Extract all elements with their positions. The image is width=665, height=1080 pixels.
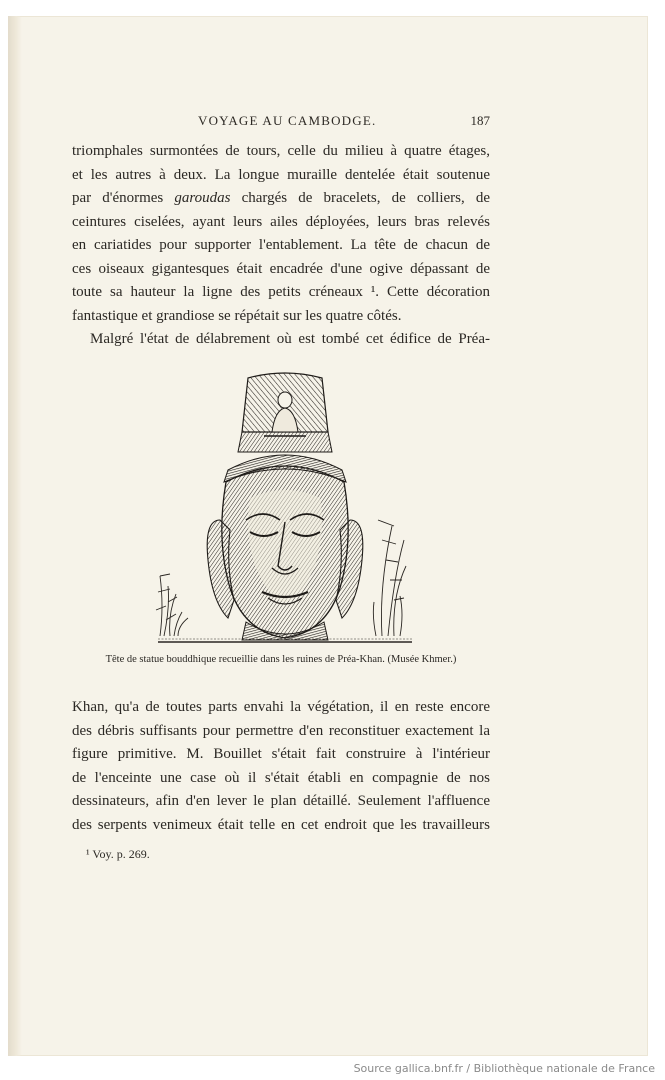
text-line: triomphales surmontées de tours, celle du milieu à quatre étages, (72, 143, 490, 159)
footnote: ¹ Voy. p. 269. (86, 847, 150, 861)
text-line: de l'enceinte une case où il s'était établi en compagnie de nos (72, 769, 490, 786)
text-line: et les autres à deux. La longue muraille dentelée était soutenue (72, 166, 490, 183)
text-line: dessinateurs, afin d'en lever le plan détaillé. Seulement l'affluence (72, 793, 490, 809)
italic-word: garoudas (174, 190, 231, 206)
body-text-top (72, 140, 490, 352)
text-fragment: chargés de bracelets, de colliers, de (230, 190, 490, 206)
figure-caption: Tête de statue bouddhique recueillie dans les ruines de Préa-Khan. (Musée Khmer.) (105, 654, 457, 665)
text-line: toute sa hauteur la ligne des petits créneaux ¹. Cette décoration (72, 284, 490, 300)
engraving-buddha-head (150, 370, 420, 650)
text-line: fantastique et grandiose se répétait sur les quatre côtés. (72, 307, 402, 324)
text-line-garoudas (72, 187, 490, 211)
text-line: ceintures ciselées, ayant leurs ailes déployées, leurs bras relevés (72, 213, 490, 230)
page-gutter-shadow (8, 16, 22, 1056)
text-line: en cariatides pour supporter l'entablement. La tête de chacun de (72, 237, 490, 253)
text-line: Malgré l'état de délabrement où est tombé cet édifice de Préa- (90, 331, 490, 347)
source-attribution: Source gallica.bnf.fr / Bibliothèque nationale de France (353, 1062, 655, 1075)
running-title: VOYAGE AU CAMBODGE. (198, 113, 377, 128)
text-fragment: par d'énormes (72, 190, 175, 206)
page-number: 187 (470, 113, 490, 128)
body-text-bottom (72, 696, 490, 837)
text-line: figure primitive. M. Bouillet s'était fait construire à l'intérieur (72, 746, 490, 762)
text-line: ces oiseaux gigantesques était encadrée d'une ogive dépassant de (72, 260, 490, 277)
text-line: des serpents venimeux était telle en cet endroit que les travailleurs (72, 816, 490, 833)
text-line: des débris suffisants pour permettre d'en reconstituer exactement la (72, 722, 490, 739)
text-line: Khan, qu'a de toutes parts envahi la végétation, il en reste encore (72, 699, 490, 715)
